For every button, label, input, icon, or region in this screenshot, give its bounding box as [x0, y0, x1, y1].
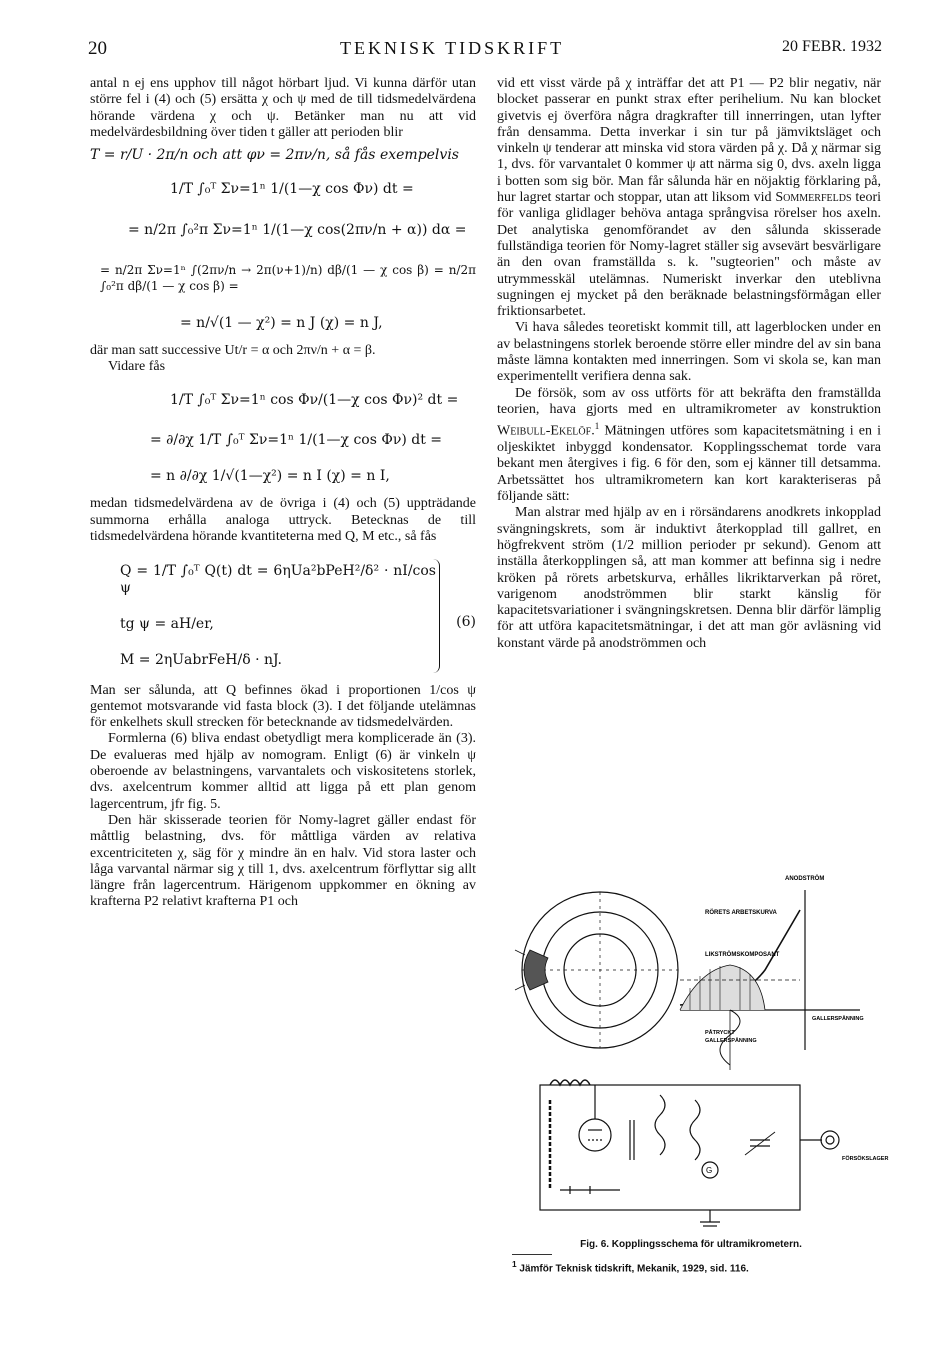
equation-block-2 [100, 380, 476, 493]
footnote [512, 1259, 882, 1274]
eq6-brace [433, 559, 440, 672]
label-patryckt-1: PÅTRYCKT [705, 1030, 735, 1036]
equation-block-1 [100, 169, 476, 338]
right-paragraph-3 [497, 386, 881, 506]
figure-caption: Fig. 6. Kopplingsschema för ultramikrometern. [580, 1239, 802, 1250]
label-gallerspanning: GALLERSPÄNNING [812, 1016, 864, 1022]
eq6-label: (6) [456, 613, 476, 630]
eq1-line-2: = n/2π ∫₀²π Σν=1ⁿ 1/(1—χ cos(2πν/n + α)) dα = [128, 221, 467, 238]
right-p3-b: Mätningen utföres som kapacitetsmätning i en i oljeskiktet inbyggd kondensator. Kopplingsschemat torde vara bekant men återgives i fig. 6 för den, som ej känner till detsamma. Arbetssättet hos ultramikrometern kan kort karakteriseras på följande sätt: [497, 423, 882, 505]
left-paragraph-1: antal n ej ens upphov till något hörbart ljud. Vi kunna därför utan större fel i (4) och (5) ersätta χ och ψ med de till tidsmedelvärdena hörande värdena χ och ψ. Betänker man nu att vid medelvärdesbildning över tiden t gäller att perioden blir [90, 76, 476, 140]
right-paragraph-4: Man alstrar med hjälp av en i rörsändarens anodkrets inkopplad svängningskrets, som är induktivt återkopplad till gallret, en högfrekvent ström (1/2 million perioder pr sekund). Genom att inställa återkopplingen så, att man kommer att befinna sig i nedre kröken på rörets arbetskurva, erhålles likriktarverkan på röret, varigenom anodströmmen blir starkt känslig för kapacitetsvariationer i svängningskretsen. Denna blir därför lämplig för att utföra kapacitetsmätningar, i det att man gör avläsning vid konstant värde på anodströmmen och [497, 505, 881, 651]
substitution-text: där man satt successive Ut/r = α och 2πν/n + α = β. [90, 342, 376, 358]
bearing-diagram [515, 892, 678, 1048]
sommerfeld-name: Sommerfelds [775, 190, 852, 206]
meter-g: G [706, 1166, 713, 1175]
label-patryckt-2: GALLERSPÄNNING [705, 1038, 757, 1044]
eq2-line-2: = ∂/∂χ 1/T ∫₀ᵀ Σν=1ⁿ 1/(1—χ cos Φν) dt = [150, 431, 443, 448]
right-p1-end: teori för vanliga glidlager behöva antaga språngvisa rörelser hos axeln. Det analytiska genomförandet av den sålunda skisserade fullständiga teorien för Nomy-lagret ställer sig avsevärt besvärligare än den ovan framställda s. k. "sugteorien" och måste av utrymmesskäl utelämnas. Numeriskt inverkar den uteblivna sugningen ej mycket på den beräknade belastningsförmågan eller friktionsarbetet. [497, 190, 882, 320]
issue-date: 20 FEBR. 1932 [781, 38, 882, 55]
footnote-ref: 1 [594, 421, 600, 432]
circuit-diagram [540, 1080, 839, 1226]
left-column [90, 76, 476, 911]
eq1-line-3: = n/2π Σν=1ⁿ ∫(2πν/n → 2π(ν+1)/n) dβ/(1 — χ cos β) = n/2π ∫₀²π dβ/(1 — χ cos β) = [100, 263, 476, 294]
eq2-line-1: 1/T ∫₀ᵀ Σν=1ⁿ cos Φν/(1—χ cos Φν)² dt = [170, 391, 459, 408]
equation-6 [90, 549, 476, 678]
label-anodstrom: ANODSTRÖM [785, 876, 825, 882]
footnote-num: 1 [512, 1259, 517, 1269]
left-paragraph-2: medan tidsmedelvärdena av de övriga i (4) och (5) uppträdande summorna erhålla analoga uttryck. Betecknas de till tidsmedelvärdena hörande kvantiteterna med Q, M etc., så fås [90, 496, 476, 545]
footnote-text: Jämför Teknisk tidskrift, Mekanik, 1929, sid. 116. [519, 1263, 749, 1275]
weibull-name: Weibull-Ekelöf. [497, 423, 595, 439]
right-paragraph-2: Vi hava således teoretiskt kommit till, att lagerblocken under en av belastningens storlek beroende större eller mindre del av sin bana måste lämna kontakten med innerringen. Som vi skola se, kan man experimentellt verifiera denna sak. [497, 320, 881, 385]
right-paragraph-1 [497, 76, 881, 320]
page-number: 20 [88, 38, 107, 59]
right-p3-a: De försök, som av oss utförts för att bekräfta den framställda teorien, hava gjorts med en ultramikrometer av konstruktion [497, 385, 881, 417]
eq6-line-3: M = 2ηUabrFeH/δ · nJ. [120, 652, 282, 669]
right-column [497, 76, 881, 652]
eq1-line-4: = n/√(1 — χ²) = n J (χ) = n J, [180, 314, 383, 331]
eq6-line-2: tg ψ = aH/er, [120, 615, 214, 632]
journal-title: TEKNISK TIDSKRIFT [340, 38, 565, 58]
left-paragraph-5: Den här skisserade teorien för Nomy-lagret gäller endast för måttlig belastning, dvs. för måttliga värden av relativa excentriciteten χ, säg för χ mindre än en halv. Vid stora laster och låga varvantal närmar sig χ till 1, dvs. axelcentrum förflyttar sig allt längre från lagercentrum. Härigenom uppkommer en ökning av krafterna P2 relativt krafterna P1 och [90, 812, 476, 910]
eq2-line-3: = n ∂/∂χ 1/√(1—χ²) = n I (χ) = n I, [150, 468, 390, 485]
eq1-line-1: 1/T ∫₀ᵀ Σν=1ⁿ 1/(1—χ cos Φν) dt = [170, 181, 414, 198]
right-p1-text: vid ett visst värde på χ inträffar det att P1 — P2 blir negativ, när blocket passerar en punkt strax efter perihelium. Nu kan blocket givetvis ej överföra några dragkrafter till innerringen, utan lyfter från densamma. Detta inverkar i sin tur på jämviktsläget och vinkeln ψ tenderar att minska vid stora värden på χ. Då χ närmar sig 1, dvs. för varvantalet 0 kommer ψ att närma sig 0, dvs. axeln ligga i botten som sig bör. Man får sålunda här en nöjaktig förklaring på, hur lagret startar och stoppar, utan att liksom vid [497, 76, 881, 206]
figure-6-schematic [500, 870, 889, 1240]
footnote-rule [512, 1254, 552, 1255]
equation-period: T = r/U · 2π/n och att φν = 2πν/n, så fås exempelvis [90, 147, 459, 164]
label-forsokslager: FÖRSÖKSLAGER [842, 1156, 889, 1162]
left-paragraph-4: Formlerna (6) bliva endast obetydligt mera komplicerade än (3). De evalueras med hjälp av nomogram. Enligt (6) är vinkeln ψ oberoende av belastningens, varvantalets och viskositetens storlek, dvs. axelcentrum kommer alltid att ligga på ett plan genom lagercentrum, jfr fig. 5. [90, 731, 476, 812]
left-paragraph-3: Man ser sålunda, att Q befinnes ökad i proportionen 1/cos ψ gentemot motsvarande vid fasta block (3). I det följande utelämnas för enkelhets skull strecken för betecknande av tidsmedelvärden. [90, 682, 476, 731]
vidare-text: Vidare fås [108, 359, 166, 375]
eq6-line-1: Q = 1/T ∫₀ᵀ Q(t) dt = 6ηUa²bPeH²/δ² · nI/cos ψ [120, 563, 436, 596]
label-likstrom: LIKSTRÖMSKOMPOSANT [705, 952, 780, 958]
label-arbetskurva: RÖRETS ARBETSKURVA [705, 910, 777, 916]
